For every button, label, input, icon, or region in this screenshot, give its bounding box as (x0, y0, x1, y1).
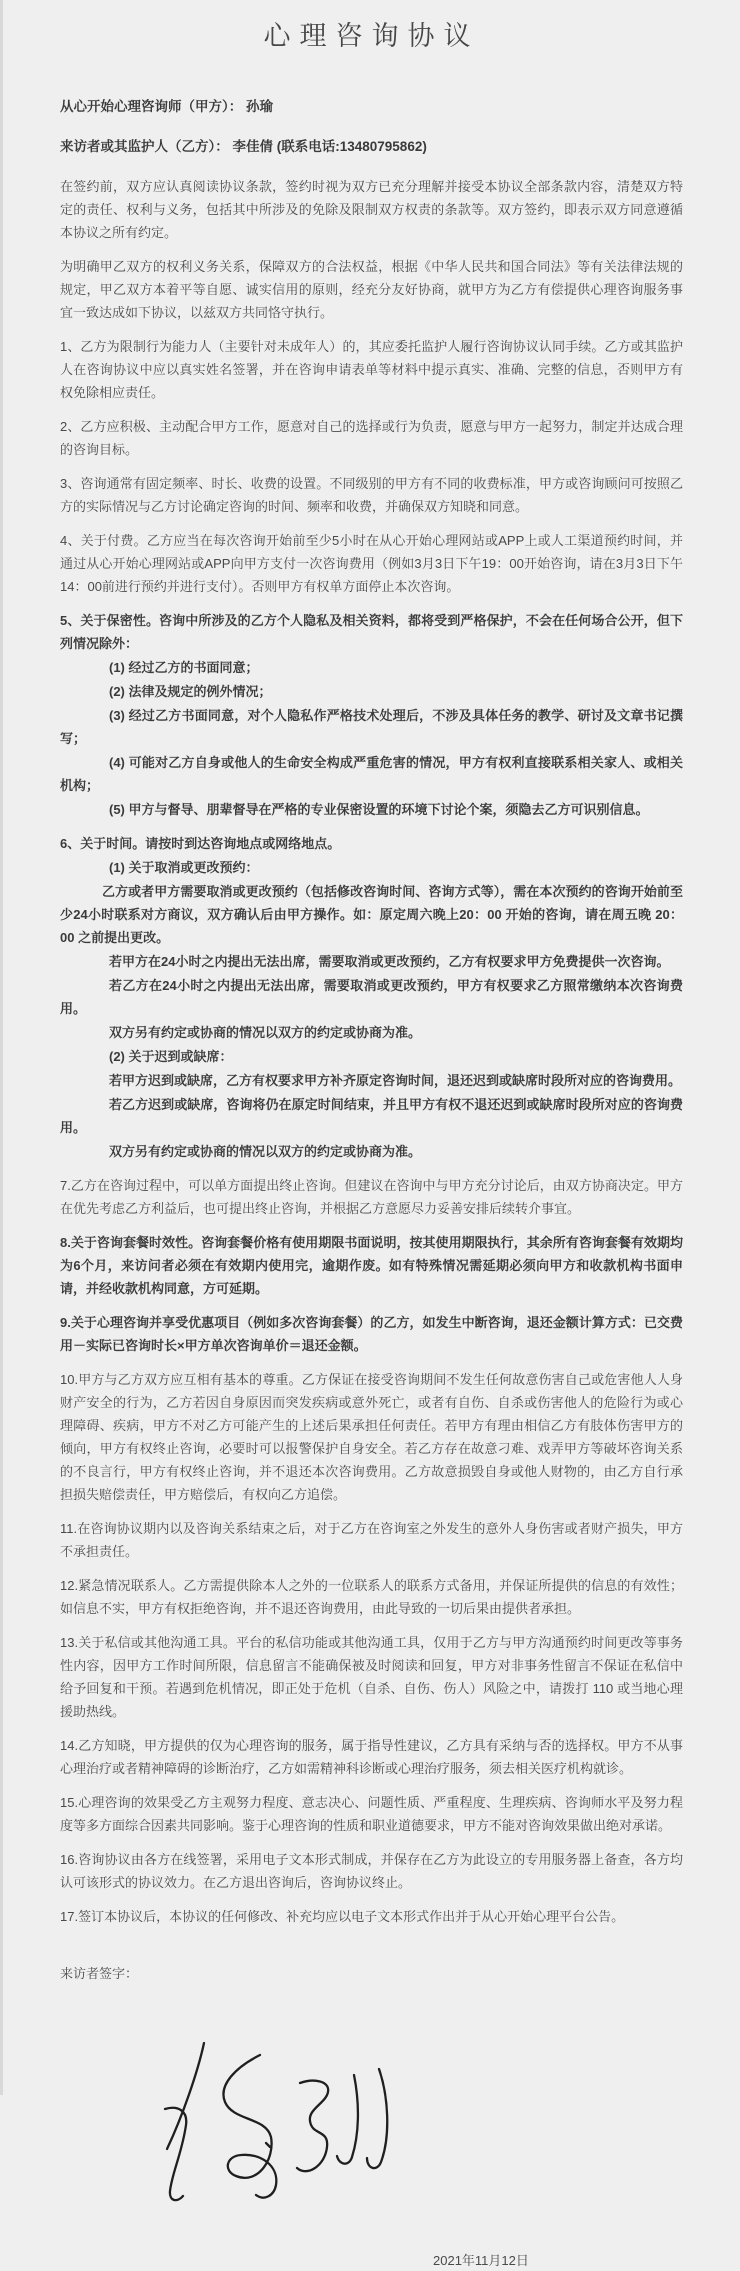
agreement-paragraph: (2) 法律及规定的例外情况； (109, 684, 272, 699)
agreement-paragraph: 14.乙方知晓，甲方提供的仅为心理咨询的服务，属于指导性建议，乙方具有采纳与否的选择权。甲方不从事心理治疗或者精神障碍的诊断治疗，乙方如需精神科诊断或心理治疗服务，须去相关医疗机构就诊。 (60, 1738, 683, 1776)
agreement-paragraph: 13.关于私信或其他沟通工具。平台的私信功能或其他沟通工具，仅用于乙方与甲方沟通预约时间更改等事务性内容，因甲方工作时间所限，信息留言不能确保被及时阅读和回复，甲方对非事务性留言不保证在私信中给予回复和干预。若遇到危机情况，即正处于危机（自杀、自伤、伤人）风险之中，请拨打 110 或当地心理援助热线。 (60, 1635, 683, 1719)
page-title: 心理咨询协议 (263, 21, 480, 51)
agreement-paragraph: 4、关于付费。乙方应当在每次咨询开始前至少5小时在从心开始心理网站或APP上或人工渠道预约时间，并通过从心开始心理网站或APP向甲方支付一次咨询费用（例如3月3日下午19：00开始咨询，请在3月3日下午14：00前进行预约并进行支付）。否则甲方有权单方面停止本次咨询。 (60, 533, 683, 594)
agreement-paragraph: 为明确甲乙双方的权利义务关系，保障双方的合法权益，根据《中华人民共和国合同法》等有关法律法规的规定，甲乙双方本着平等自愿、诚实信用的原则，经充分友好协商，就甲方为乙方有偿提供心理咨询服务事宜一致达成如下协议，以兹双方共同恪守执行。 (60, 259, 683, 320)
agreement-paragraph: 2、乙方应积极、主动配合甲方工作，愿意对自己的选择或行为负责，愿意与甲方一起努力，制定并达成合理的咨询目标。 (60, 419, 683, 457)
agreement-paragraph: 双方另有约定或协商的情况以双方的约定或协商为准。 (109, 1025, 422, 1040)
agreement-paragraph: 11.在咨询协议期内以及咨询关系结束之后，对于乙方在咨询室之外发生的意外人身伤害或者财产损失，甲方不承担责任。 (60, 1521, 683, 1559)
agreement-paragraph: 3、咨询通常有固定频率、时长、收费的设置。不同级别的甲方有不同的收费标准，甲方或咨询顾问可按照乙方的实际情况与乙方讨论确定咨询的时间、频率和收费，并确保双方知晓和同意。 (60, 476, 683, 514)
agreement-paragraph: 15.心理咨询的效果受乙方主观努力程度、意志决心、问题性质、严重程度、生理疾病、咨询师水平及努力程度等多方面综合因素共同影响。鉴于心理咨询的性质和职业道德要求，甲方不能对咨询效果做出绝对承诺。 (60, 1795, 683, 1833)
agreement-paragraph: 双方另有约定或协商的情况以双方的约定或协商为准。 (109, 1144, 422, 1159)
agreement-paragraph: 16.咨询协议由各方在线签署，采用电子文本形式制成，并保存在乙方为此设立的专用服务器上备查，各方均认可该形式的协议效力。在乙方退出咨询后，咨询协议终止。 (60, 1852, 683, 1890)
party-a-line: 从心开始心理咨询师（甲方）： 孙瑜 (60, 99, 274, 114)
signature-label: 来访者签字： (60, 1966, 139, 1981)
agreement-paragraph: (3) 经过乙方书面同意，对个人隐私作严格技术处理后，不涉及具体任务的教学、研讨及文章书记撰写； (60, 708, 683, 746)
agreement-paragraph: 若甲方在24小时之内提出无法出席，需要取消或更改预约，乙方有权要求甲方免费提供一次咨询。 (109, 954, 670, 969)
agreement-paragraph: 若乙方迟到或缺席，咨询将仍在原定时间结束，并且甲方有权不退还迟到或缺席时段所对应的咨询费用。 (60, 1097, 683, 1135)
handwritten-signature-icon (108, 2025, 388, 2215)
agreement-paragraph: (1) 经过乙方的书面同意； (109, 660, 259, 675)
agreement-paragraph: 8.关于咨询套餐时效性。咨询套餐价格有使用期限书面说明，按其使用期限执行，其余所有咨询套餐有效期均为6个月，来访问者必须在有效期内使用完，逾期作废。如有特殊情况需延期必须向甲方和收款机构书面申请，并经收款机构同意，方可延期。 (60, 1235, 683, 1296)
agreement-date: 2021年11月12日 (433, 2253, 529, 2268)
agreement-paragraph: 若乙方在24小时之内提出无法出席，需要取消或更改预约，甲方有权要求乙方照常缴纳本次咨询费用。 (60, 978, 683, 1016)
agreement-paragraph: 7.乙方在咨询过程中，可以单方面提出终止咨询。但建议在咨询中与甲方充分讨论后，由双方协商决定。甲方在优先考虑乙方利益后，也可提出终止咨询，并根据乙方意愿尽力妥善安排后续转介事宜。 (60, 1178, 683, 1216)
agreement-paragraph: 乙方或者甲方需要取消或更改预约（包括修改咨询时间、咨询方式等），需在本次预约的咨询开始前至少24小时联系对方商议，双方确认后由甲方操作。如：原定周六晚上20：00 开始的咨询，请在周五晚 20：00 之前提出更改。 (60, 884, 683, 945)
agreement-paragraph: 6、关于时间。请按时到达咨询地点或网络地点。 (60, 836, 341, 851)
agreement-paragraph: 9.关于心理咨询并享受优惠项目（例如多次咨询套餐）的乙方，如发生中断咨询，退还金额计算方式：已交费用－实际已咨询时长×甲方单次咨询单价＝退还金额。 (60, 1315, 683, 1353)
signature-image (108, 2025, 388, 2215)
agreement-paragraph: (1) 关于取消或更改预约： (109, 860, 259, 875)
agreement-paragraph: 5、关于保密性。咨询中所涉及的乙方个人隐私及相关资料，都将受到严格保护，不会在任何场合公开，但下列情况除外： (60, 613, 683, 651)
agreement-paragraph: 若甲方迟到或缺席，乙方有权要求甲方补齐原定咨询时间，退还迟到或缺席时段所对应的咨询费用。 (109, 1073, 682, 1088)
agreement-paragraph: 12.紧急情况联系人。乙方需提供除本人之外的一位联系人的联系方式备用，并保证所提供的信息的有效性；如信息不实，甲方有权拒绝咨询，并不退还咨询费用，由此导致的一切后果由提供者承担。 (60, 1578, 683, 1616)
party-b-line: 来访者或其监护人（乙方）： 李佳倩 (联系电话:13480795862) (60, 139, 427, 154)
agreement-paragraph: 在签约前，双方应认真阅读协议条款，签约时视为双方已充分理解并接受本协议全部条款内容，清楚双方特定的责任、权利与义务，包括其中所涉及的免除及限制双方权责的条款等。双方签约，即表示双方同意遵循本协议之所有约定。 (60, 179, 683, 240)
agreement-paragraph: (5) 甲方与督导、朋辈督导在严格的专业保密设置的环境下讨论个案，须隐去乙方可识别信息。 (109, 802, 649, 817)
agreement-body (60, 175, 683, 1928)
agreement-paragraph: 17.签订本协议后，本协议的任何修改、补充均应以电子文本形式作出并于从心开始心理平台公告。 (60, 1909, 625, 1924)
agreement-paragraph: 10.甲方与乙方双方应互相有基本的尊重。乙方保证在接受咨询期间不发生任何故意伤害自己或危害他人人身财产安全的行为，乙方若因自身原因而突发疾病或意外死亡，或者有自伤、自杀或伤害他人的危险行为或心理障碍、疾病，甲方不对乙方可能产生的上述后果承担任何责任。若甲方有理由相信乙方有肢体伤害甲方的倾向，甲方有权终止咨询，必要时可以报警保护自身安全。若乙方存在故意刁难、戏弄甲方等破坏咨询关系的不良言行，甲方有权终止咨询，并不退还本次咨询费用。乙方故意损毁自身或他人财物的，由乙方自行承担损失赔偿责任，甲方赔偿后，有权向乙方追偿。 (60, 1372, 683, 1502)
agreement-paragraph: (2) 关于迟到或缺席： (109, 1049, 233, 1064)
agreement-paragraph: (4) 可能对乙方自身或他人的生命安全构成严重危害的情况，甲方有权利直接联系相关家人、或相关机构； (60, 755, 683, 793)
agreement-paragraph: 1、乙方为限制行为能力人（主要针对未成年人）的，其应委托监护人履行咨询协议认同手续。乙方或其监护人在咨询协议中应以真实姓名签署，并在咨询申请表单等材料中提示真实、准确、完整的信息，否则甲方有权免除相应责任。 (60, 339, 683, 400)
